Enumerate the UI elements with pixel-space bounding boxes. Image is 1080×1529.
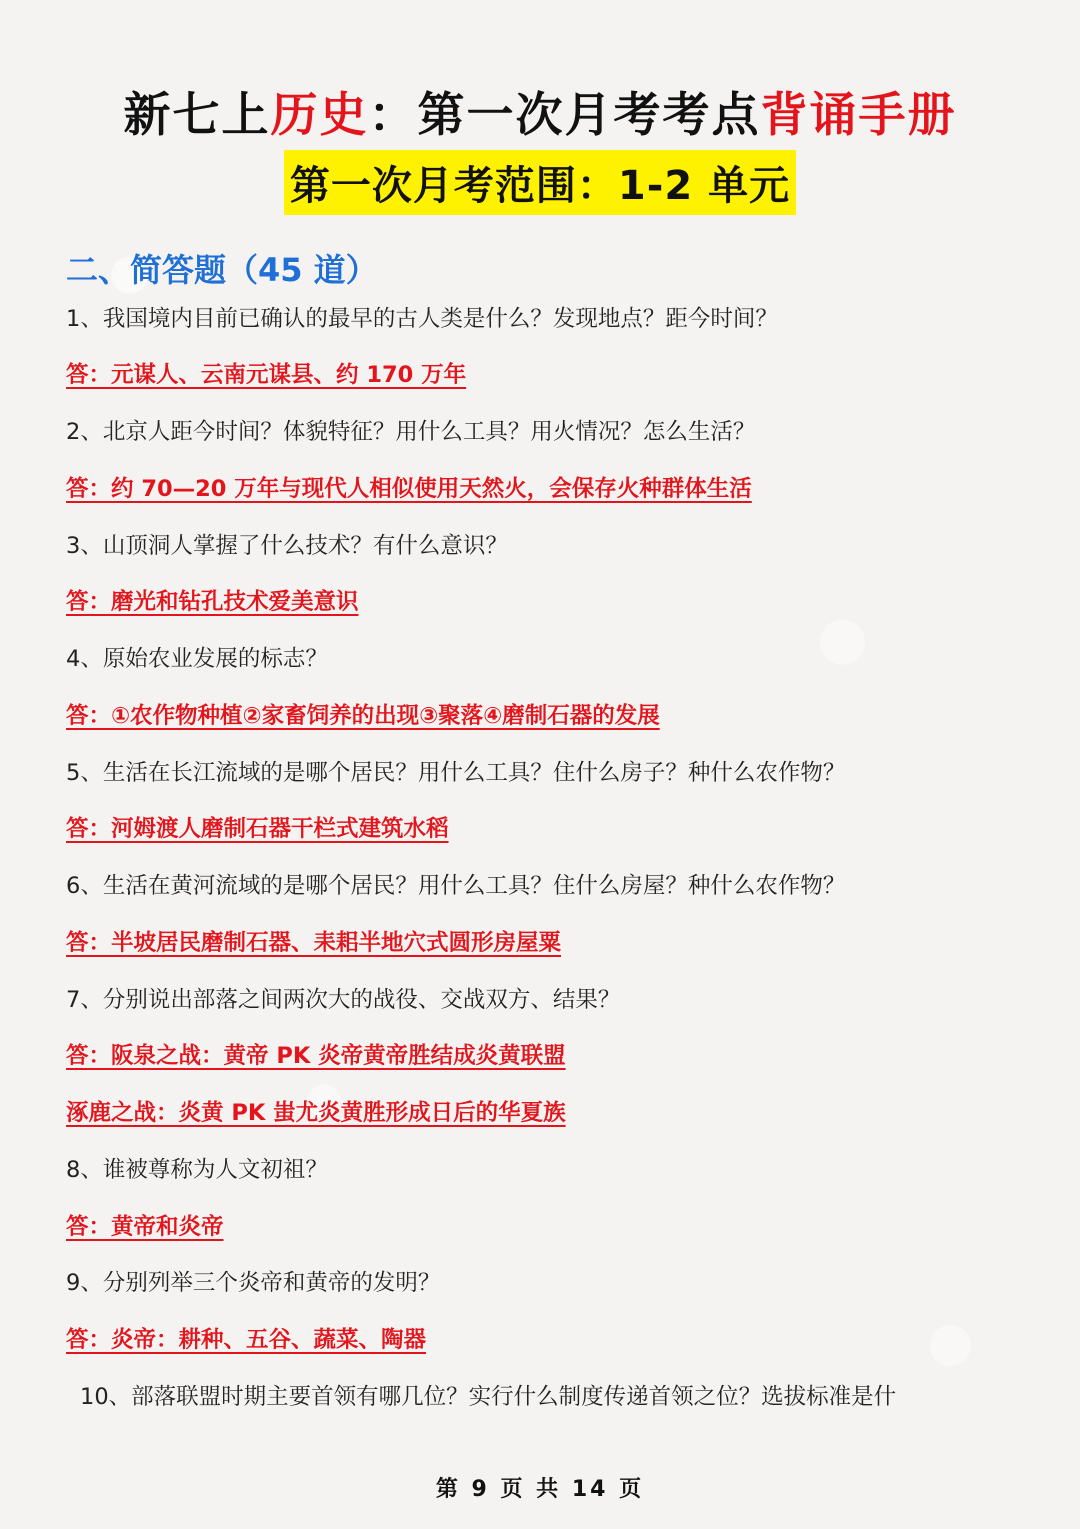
question-1: 1、我国境内目前已确认的最早的古人类是什么？发现地点？距今时间？	[66, 306, 778, 332]
answer-4: 答：①农作物种植②家畜饲养的出现③聚落④磨制石器的发展	[66, 703, 660, 729]
answer-5: 答：河姆渡人磨制石器干栏式建筑水稻	[66, 816, 449, 842]
question-8: 8、谁被尊称为人文初祖？	[66, 1157, 328, 1183]
question-4: 4、原始农业发展的标志？	[66, 646, 328, 672]
subtitle-container	[0, 150, 1080, 215]
answer-1: 答：元谋人、云南元谋县、约 170 万年	[66, 362, 467, 388]
answer-7a: 答：阪泉之战：黄帝 PK 炎帝黄帝胜结成炎黄联盟	[66, 1043, 566, 1069]
question-5: 5、生活在长江流域的是哪个居民？用什么工具？住什么房子？种什么农作物？	[66, 760, 846, 786]
title-part-3: ：第一次月考考点	[368, 88, 761, 143]
answer-9: 答：炎帝：耕种、五谷、蔬菜、陶器	[66, 1327, 427, 1353]
answer-8: 答：黄帝和炎帝	[66, 1214, 224, 1240]
page-title	[0, 78, 1080, 145]
question-7: 7、分别说出部落之间两次大的战役、交战双方、结果？	[66, 987, 621, 1013]
title-part-2: 历史	[270, 88, 369, 143]
answer-6: 答：半坡居民磨制石器、耒耜半地穴式圆形房屋粟	[66, 930, 562, 956]
question-3: 3、山顶洞人掌握了什么技术？有什么意识？	[66, 533, 508, 559]
question-6: 6、生活在黄河流域的是哪个居民？用什么工具？住什么房屋？种什么农作物？	[66, 873, 846, 899]
answer-2: 答：约 70—20 万年与现代人相似使用天然火，会保存火种群体生活	[66, 476, 752, 502]
title-part-4: 背诵手册	[760, 88, 957, 143]
section-heading: 二、简答题（45 道）	[66, 251, 378, 289]
answer-7b: 涿鹿之战：炎黄 PK 蚩尤炎黄胜形成日后的华夏族	[66, 1100, 566, 1126]
answer-3: 答：磨光和钻孔技术爱美意识	[66, 589, 359, 615]
title-part-1: 新七上	[123, 88, 271, 143]
subtitle-highlight: 第一次月考范围：1-2 单元	[284, 150, 796, 215]
question-10: 10、部落联盟时期主要首领有哪几位？实行什么制度传递首领之位？选拔标准是什	[80, 1384, 897, 1410]
question-9: 9、分别列举三个炎帝和黄帝的发明？	[66, 1270, 441, 1296]
page-number: 第 9 页 共 14 页	[435, 1477, 645, 1502]
question-2: 2、北京人距今时间？体貌特征？用什么工具？用火情况？怎么生活？	[66, 419, 756, 445]
